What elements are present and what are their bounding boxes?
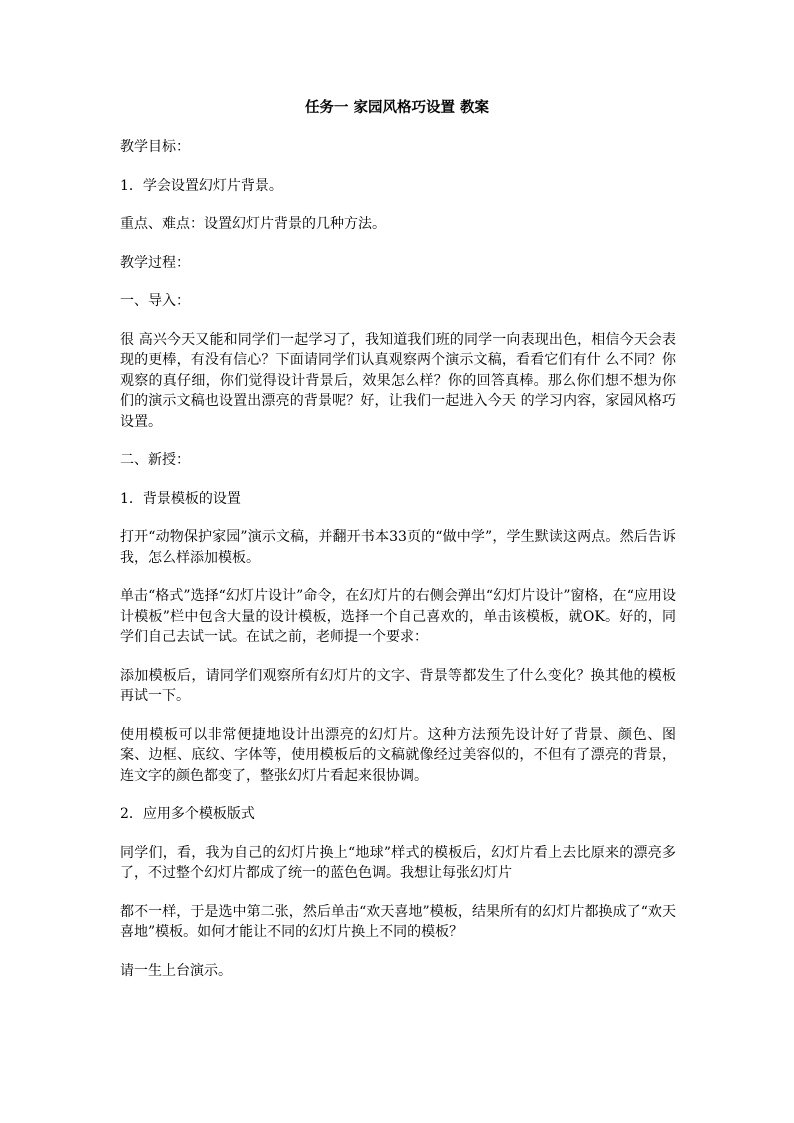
paragraph: 单击“格式”选择“幻灯片设计”命令，在幻灯片的右侧会弹出“幻灯片设计”窗格，在“应用设计模板”栏中包含大量的设计模板，选择一个自己喜欢的，单击该模板，就OK。好的，同学们自己去试一试。在试之前，老师提一个要求： [120, 588, 676, 645]
paragraph: 教学过程： [120, 254, 190, 271]
paragraph: 重点、难点：设置幻灯片背景的几种方法。 [120, 216, 386, 232]
document-body [120, 137, 676, 999]
paragraph: 使用模板可以非常便捷地设计出漂亮的幻灯片。这种方法预先设计好了背景、颜色、图案、边框、底纹、字体等，使用模板后的文稿就像经过美容似的，不但有了漂亮的背景，连文字的颜色都变了，整张幻灯片看起来很协调。 [120, 726, 676, 784]
paragraph: 2．应用多个模板版式 [120, 806, 255, 822]
paragraph: 1．背景模板的设置 [120, 490, 241, 507]
document-title: 任务一 家园风格巧设置 教案 [304, 99, 490, 116]
paragraph: 很 高兴今天又能和同学们一起学习了，我知道我们班的同学一向表现出色，相信今天会表现的更棒，有没有信心？下面请同学们认真观察两个演示文稿，看看它们有什 么不同？你观察的真仔细，你们觉得设计背景后，效果怎么样？你的回答真棒。那么你们想不想为你们的演示文稿也设置出漂亮的背景呢？好，让我们一起进入今天 的学习内容，家园风格巧设置。 [120, 331, 676, 430]
paragraph: 一、导入： [120, 293, 190, 309]
paragraph: 二、新授： [120, 452, 190, 468]
paragraph: 打开“动物保护家园”演示文稿，并翻开书本33页的“做中学”，学生默读这两点。然后告诉我，怎么样添加模板。 [120, 529, 676, 566]
paragraph: 同学们，看，我为自己的幻灯片换上“地球”样式的模板后，幻灯片看上去比原来的漂亮多了，不过整个幻灯片都成了统一的蓝色色调。我想让每张幻灯片 [120, 844, 676, 881]
paragraph: 1．学会设置幻灯片背景。 [120, 177, 283, 194]
paragraph: 都不一样，于是选中第二张，然后单击“欢天喜地”模板，结果所有的幻灯片都换成了“欢天喜地”模板。如何才能让不同的幻灯片换上不同的模板？ [120, 903, 676, 940]
paragraph: 添加模板后，请同学们观察所有幻灯片的文字、背景等都发生了什么变化？换其他的模板再试一下。 [120, 667, 676, 704]
paragraph: 教学目标： [120, 139, 190, 155]
paragraph: 请一生上台演示。 [120, 962, 232, 979]
